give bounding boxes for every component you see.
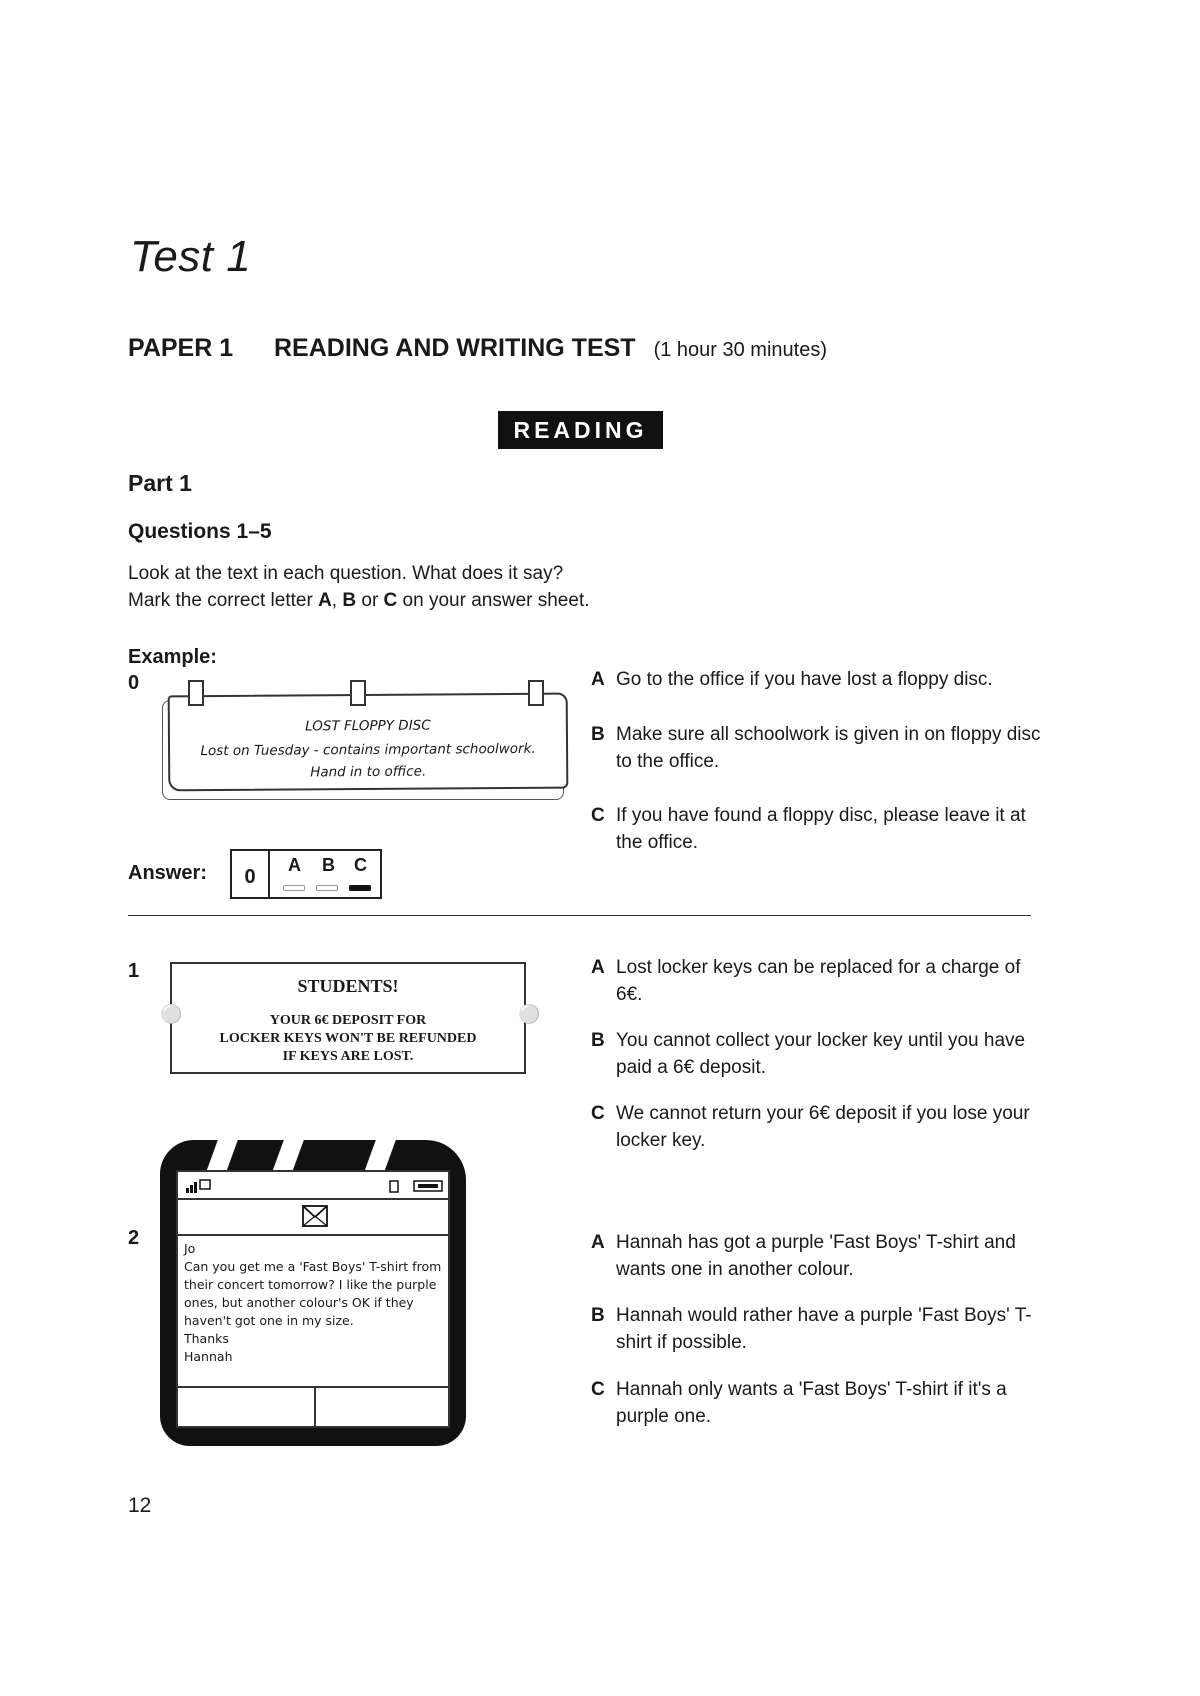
option-letter: B [591, 724, 605, 745]
instruction-letter-a: A [318, 590, 332, 611]
option-letter: A [591, 957, 605, 978]
message-signoff: Thanks [184, 1331, 229, 1346]
option-text: If you have found a floppy disc, please leave it at the office. [616, 805, 1026, 853]
pin-icon [350, 680, 366, 706]
instruction-letter-b: B [342, 590, 357, 611]
instruction-line-1: Look at the text in each question. What does it say? [128, 563, 564, 584]
questions-range: Questions 1–5 [128, 520, 272, 543]
envelope-area [178, 1200, 448, 1236]
option-letter: B [591, 1305, 605, 1326]
softkey-divider [314, 1388, 316, 1426]
floppy-notice-line-1: Lost on Tuesday - contains important schoolwork. [200, 740, 536, 760]
section-divider [128, 915, 1031, 916]
students-notice-line-1: YOUR 6€ DEPOSIT FOR [269, 1013, 427, 1028]
signal-battery-icons [178, 1172, 452, 1198]
students-notice-line-3: IF KEYS ARE LOST. [282, 1049, 414, 1064]
test-title: Test 1 [130, 232, 252, 281]
phone-softkeys [178, 1386, 448, 1426]
paper-number: PAPER 1 [128, 334, 234, 362]
answer-label: Answer: [128, 862, 207, 884]
instruction-suffix: on your answer sheet. [397, 590, 590, 611]
clip-icon: ⚪ [160, 1004, 183, 1024]
answer-mark-c [349, 885, 371, 891]
example-option-b [591, 721, 1046, 775]
question-2-option-b [591, 1302, 1046, 1356]
pin-icon [188, 680, 204, 706]
students-notice-heading: STUDENTS! [297, 976, 399, 996]
instruction-letter-c: C [383, 590, 398, 611]
option-text: Hannah would rather have a purple 'Fast Boys' T-shirt if possible. [616, 1305, 1032, 1353]
option-text: You cannot collect your locker key until you have paid a 6€ deposit. [616, 1030, 1026, 1078]
message-from: Hannah [184, 1349, 233, 1364]
page-number: 12 [128, 1494, 152, 1517]
answer-sheet-box [230, 849, 382, 899]
floppy-notice [160, 680, 575, 800]
floppy-notice-heading: LOST FLOPPY DISC [305, 717, 431, 735]
message-to: Jo [184, 1241, 196, 1256]
option-letter: C [591, 805, 605, 826]
instruction-line-2 [128, 590, 590, 612]
option-text: We cannot return your 6€ deposit if you lose your locker key. [616, 1103, 1030, 1151]
notice-board [170, 962, 526, 1074]
instruction-comma: , [331, 590, 343, 611]
question-2-number: 2 [128, 1227, 140, 1249]
clip-icon: ⚪ [518, 1004, 541, 1024]
option-letter: B [591, 1030, 605, 1051]
phone-status-bar [178, 1172, 448, 1200]
envelope-icon [178, 1200, 452, 1234]
pin-icon [528, 680, 544, 706]
phone-screen [176, 1170, 450, 1428]
option-letter: C [591, 1379, 605, 1400]
question-1-number: 1 [128, 960, 140, 982]
option-text: Lost locker keys can be replaced for a charge of 6€. [616, 957, 1021, 1005]
answer-letter-a: A [288, 855, 301, 875]
paper-title: READING AND WRITING TEST [274, 334, 636, 362]
part-title: Part 1 [128, 470, 192, 496]
notice-paper [168, 693, 569, 792]
paper-duration: (1 hour 30 minutes) [653, 339, 827, 361]
answer-number: 0 [232, 851, 270, 897]
instruction-prefix: Mark the correct letter [128, 590, 319, 611]
text-message [184, 1240, 442, 1366]
example-option-c [591, 802, 1046, 856]
answer-mark-b [316, 885, 338, 891]
question-1-option-c [591, 1100, 1046, 1154]
example-number: 0 [128, 672, 140, 694]
question-1-option-b [591, 1027, 1046, 1081]
paper-heading [128, 334, 827, 363]
example-option-a [591, 666, 1046, 693]
mobile-phone [160, 1140, 466, 1446]
question-1-option-a [591, 954, 1046, 1008]
option-text: Hannah has got a purple 'Fast Boys' T-shirt and wants one in another colour. [616, 1232, 1016, 1280]
option-text: Go to the office if you have lost a floppy disc. [616, 669, 993, 690]
question-2-option-c [591, 1376, 1046, 1430]
option-letter: A [591, 1232, 605, 1253]
message-body: Can you get me a 'Fast Boys' T-shirt from their concert tomorrow? I like the purple ones, but another colour's OK if they haven't got one in my size. [184, 1259, 442, 1328]
option-text: Make sure all schoolwork is given in on floppy disc to the office. [616, 724, 1041, 772]
section-badge: READING [498, 411, 663, 449]
answer-letter-c: C [354, 855, 367, 875]
floppy-notice-line-2: Hand in to office. [310, 763, 427, 781]
example-label: Example: [128, 646, 217, 668]
answer-mark-a [283, 885, 305, 891]
option-letter: A [591, 669, 605, 690]
students-notice [160, 958, 541, 1080]
instruction-or: or [356, 590, 384, 611]
answer-letter-b: B [322, 855, 335, 875]
option-text: Hannah only wants a 'Fast Boys' T-shirt if it's a purple one. [616, 1379, 1007, 1427]
option-letter: C [591, 1103, 605, 1124]
question-2-option-a [591, 1229, 1046, 1283]
students-notice-line-2: LOCKER KEYS WON'T BE REFUNDED [219, 1031, 477, 1046]
